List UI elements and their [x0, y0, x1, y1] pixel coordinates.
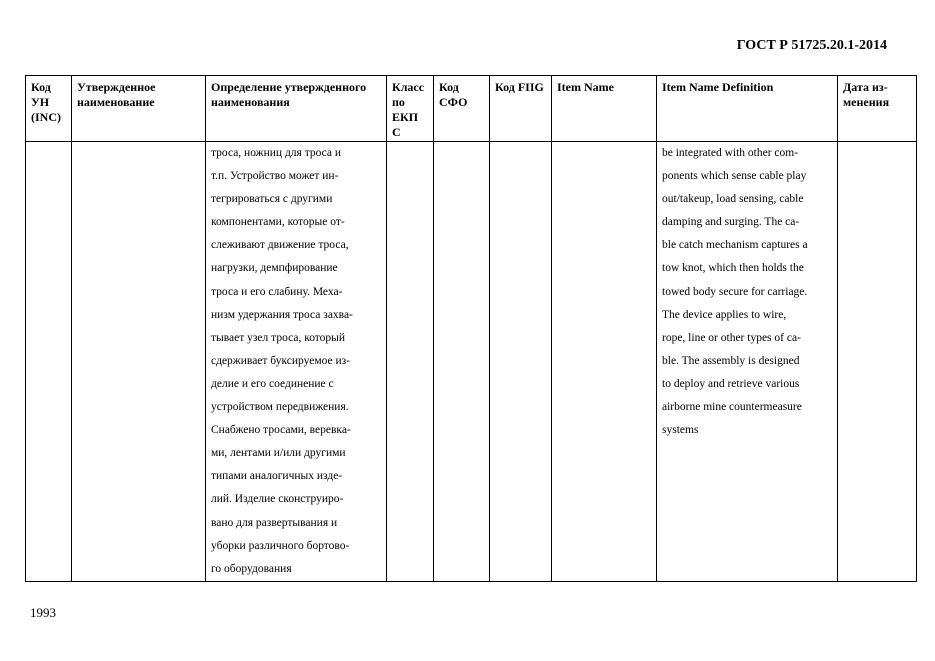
text-line: компонентами, которые от- [211, 216, 345, 229]
col-header-change-date: Дата из-менения [838, 76, 917, 142]
definition-en-text [662, 142, 832, 442]
text-line: вано для развертывания и [211, 516, 338, 529]
cell-inc [26, 142, 72, 582]
text-line: systems [662, 424, 699, 437]
cell-fiig [490, 142, 552, 582]
col-header-approved-name: Утвержденное наименование [72, 76, 206, 142]
col-header-item-name: Item Name [552, 76, 657, 142]
text-line: т.п. Устройство может ин- [211, 170, 339, 183]
text-line: airborne mine countermeasure [662, 401, 802, 414]
text-line: ми, лентами и/или другими [211, 447, 346, 460]
document-standard-header: ГОСТ Р 51725.20.1-2014 [736, 38, 887, 53]
cell-class [387, 142, 434, 582]
text-line: tow knot, which then holds the [662, 262, 804, 275]
text-line: towed body secure for carriage. [662, 285, 808, 298]
text-line: ponents which sense cable play [662, 170, 807, 183]
col-header-item-name-definition: Item Name Definition [657, 76, 838, 142]
nomenclature-table [25, 75, 917, 582]
text-line: уборки различного бортово- [211, 539, 350, 552]
cell-approved-name [72, 142, 206, 582]
col-header-fiig: Код FIIG [490, 76, 552, 142]
table-header-row [26, 76, 917, 142]
text-line: be integrated with other com- [662, 147, 799, 159]
text-line: сдерживает буксируемое из- [211, 354, 350, 367]
text-line: The device applies to wire, [662, 308, 787, 321]
text-line: делие и его соединение с [211, 377, 334, 390]
text-line: слеживают движение троса, [211, 239, 349, 252]
text-line: ble. The assembly is designed [662, 354, 800, 367]
text-line: Снабжено тросами, веревка- [211, 424, 351, 437]
table-row [26, 142, 917, 582]
text-line: to deploy and retrieve various [662, 377, 800, 390]
text-line: троса и его слабину. Меха- [211, 285, 343, 298]
text-line: тегрироваться с другими [211, 193, 333, 206]
text-line: низм удержания троса захва- [211, 308, 353, 321]
text-line: rope, line or other types of ca- [662, 331, 801, 344]
col-header-sfo: Код СФО [434, 76, 490, 142]
text-line: типами аналогичных изде- [211, 470, 343, 483]
text-line: out/takeup, load sensing, cable [662, 193, 804, 206]
text-line: устройством передвижения. [211, 401, 349, 414]
cell-change-date [838, 142, 917, 582]
col-header-class: Класс по ЕКП С [387, 76, 434, 142]
col-header-name-definition: Определение утвержденного наименования [206, 76, 387, 142]
definition-ru-text [211, 142, 381, 581]
page-number: 1993 [30, 605, 56, 620]
cell-definition-en [657, 142, 838, 582]
cell-definition-ru [206, 142, 387, 582]
text-line: тывает узел троса, который [211, 331, 346, 344]
text-line: damping and surging. The ca- [662, 216, 800, 229]
col-header-inc: Код УН (INC) [26, 76, 72, 142]
cell-item-name [552, 142, 657, 582]
text-line: лий. Изделие сконструиро- [211, 493, 344, 506]
cell-sfo [434, 142, 490, 582]
text-line: нагрузки, демпфирование [211, 262, 338, 275]
text-line: троса, ножниц для троса и [211, 147, 342, 159]
text-line: ble catch mechanism captures a [662, 239, 808, 252]
text-line: го оборудования [211, 562, 292, 575]
